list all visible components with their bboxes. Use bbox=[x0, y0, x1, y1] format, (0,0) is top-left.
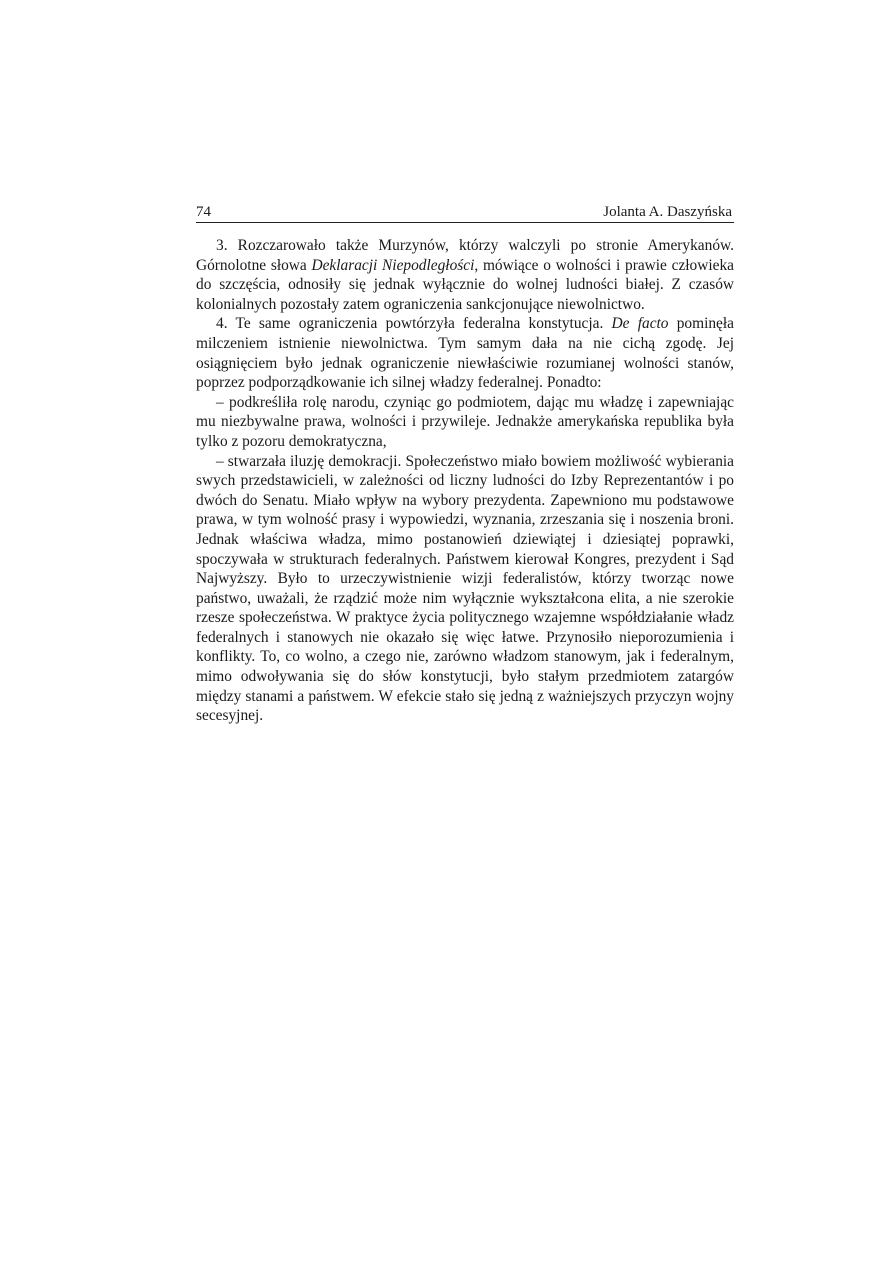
paragraph-4-text-end: pominęła milczeniem istnienie niewolnictwa. Tym samym dała na nie cichą zgodę. Jej osiągnięciem było jednak ograniczenie niewłaściwie rozumianej wolności stanów, poprzez podporządkowanie ich silnej władzy federalnej. Ponadto: bbox=[196, 315, 734, 392]
paragraph-4-text-start: 4. Te same ograniczenia powtórzyła federalna konstytucja. bbox=[216, 315, 612, 333]
body-text bbox=[196, 236, 734, 726]
paragraph-4 bbox=[196, 314, 734, 392]
running-author: Jolanta A. Daszyńska bbox=[603, 204, 732, 220]
de-facto-term: De facto bbox=[611, 315, 669, 333]
list-item-nation: – podkreśliła rolę narodu, czyniąc go podmiotem, dając mu władzę i zapewniając mu niezbywalne prawa, wolności i przywileje. Jednakże amerykańska republika była tylko z pozoru demokratyczna, bbox=[196, 393, 734, 450]
paragraph-3 bbox=[196, 236, 734, 314]
list-item-democracy: – stwarzała iluzję demokracji. Społeczeństwo miało bowiem możliwość wybierania swych przedstawicieli, w zależności od liczny ludności do Izby Reprezentantów i po dwóch do Senatu. Miało wpływ na wybory prezydenta. Zapewniono mu podstawowe prawa, w tym wolność prasy i wypowiedzi, wyznania, zrzeszania się i noszenia broni. Jednak właściwa władza, mimo postanowień dziewiątej i dziesiątej poprawki, spoczywała w strukturach federalnych. Państwem kierował Kongres, prezydent i Sąd Najwyższy. Było to urzeczywistnienie wizji federalistów, którzy tworząc nowe państwo, uważali, że rządzić może nim wyłącznie wykształcona elita, a nie szerokie rzesze społeczeństwa. W praktyce życia politycznego wzajemne współdziałanie władz federalnych i stanowych nie okazało się więc łatwe. Przynosiło nieporozumienia i konflikty. To, co wolno, a czego nie, zarówno władzom stanowym, jak i federalnym, mimo odwoływania się do słów konstytucji, było stałym przedmiotem zatargów między stanami a państwem. W efekcie stało się jedną z ważniejszych przyczyn wojny secesyjnej. bbox=[196, 452, 734, 725]
running-header bbox=[196, 202, 734, 223]
page-number: 74 bbox=[196, 204, 211, 220]
paragraph-3-text-start: 3. Rozczarowało także Murzynów, którzy walczyli po stronie Amerykanów. Górnolotne słowa bbox=[196, 237, 734, 274]
paragraph-3-text-end: , mówiące o wolności i prawie człowieka do szczęścia, odnosiły się jednak wyłącznie do wolnej ludności białej. Z czasów kolonialnych pozostały zatem ograniczenia sankcjonujące niewolnictwo. bbox=[196, 256, 734, 313]
declaration-title: Deklaracji Niepodległości bbox=[311, 256, 475, 274]
